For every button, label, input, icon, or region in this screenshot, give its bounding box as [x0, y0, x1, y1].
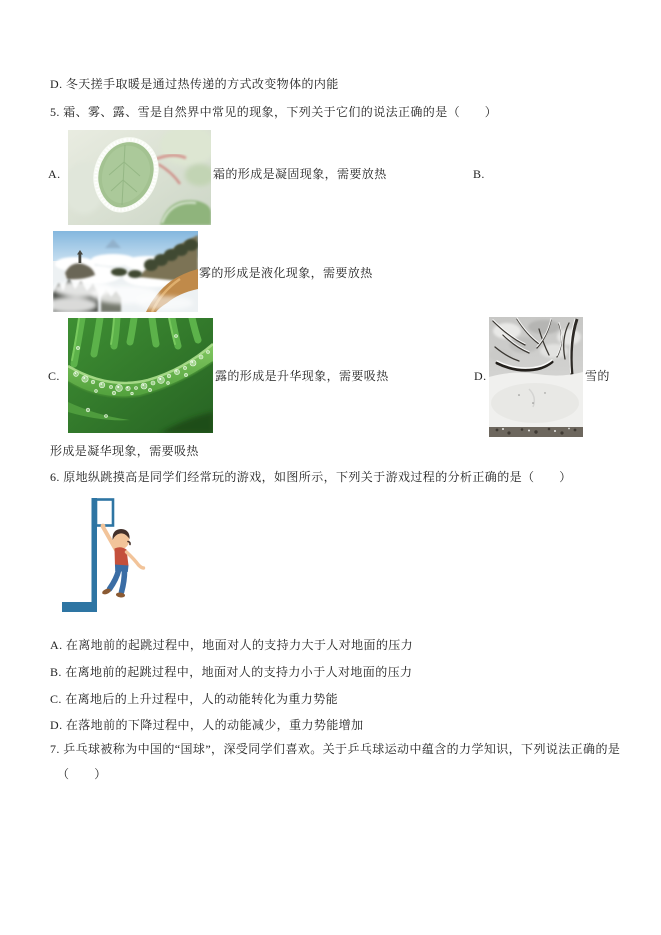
q5-caption-c: 露的形成是升华现象，需要吸热: [215, 369, 389, 383]
q6-option-c: C. 在离地后的上升过程中，人的动能转化为重力势能: [50, 692, 339, 706]
q6-option-b: B. 在离地前的起跳过程中，地面对人的支持力小于人对地面的压力: [50, 665, 413, 679]
q5-stem: 5. 霜、雾、露、雪是自然界中常见的现象，下列关于它们的说法正确的是（ ）: [50, 105, 498, 119]
snow-scene-photo: [489, 317, 583, 437]
q5-option-a-label: A.: [48, 167, 61, 181]
q5-caption-b: 雾的形成是液化现象，需要放热: [199, 266, 373, 280]
q5-caption-d-inline: 雪的: [585, 369, 610, 383]
q5-option-c-label: C.: [48, 369, 60, 383]
fog-mountain-photo: [53, 231, 198, 312]
frost-leaf-photo: [68, 130, 211, 225]
q7-stem-line1: 7. 乒乓球被称为中国的“国球”，深受同学们喜欢。关于乒乓球运动中蕴含的力学知识，下列说法正确的是: [50, 742, 621, 756]
q6-option-d: D. 在落地前的下降过程中，人的动能减少，重力势能增加: [50, 718, 364, 732]
q5-option-d-label: D.: [474, 369, 487, 383]
dew-grass-photo: [68, 318, 213, 433]
q5-caption-a: 霜的形成是凝固现象，需要放热: [213, 167, 387, 181]
q5-option-b-label: B.: [473, 167, 485, 181]
q5-caption-d-wrap: 形成是凝华现象，需要吸热: [50, 444, 199, 458]
q4-option-d-text: D. 冬天搓手取暖是通过热传递的方式改变物体的内能: [50, 77, 339, 91]
q7-stem-line2: （ ）: [57, 767, 107, 781]
jump-touch-high-figure: [58, 495, 170, 622]
q6-stem: 6. 原地纵跳摸高是同学们经常玩的游戏，如图所示，下列关于游戏过程的分析正确的是（ ）: [50, 470, 572, 484]
q6-option-a: A. 在离地前的起跳过程中，地面对人的支持力大于人对地面的压力: [50, 638, 414, 652]
